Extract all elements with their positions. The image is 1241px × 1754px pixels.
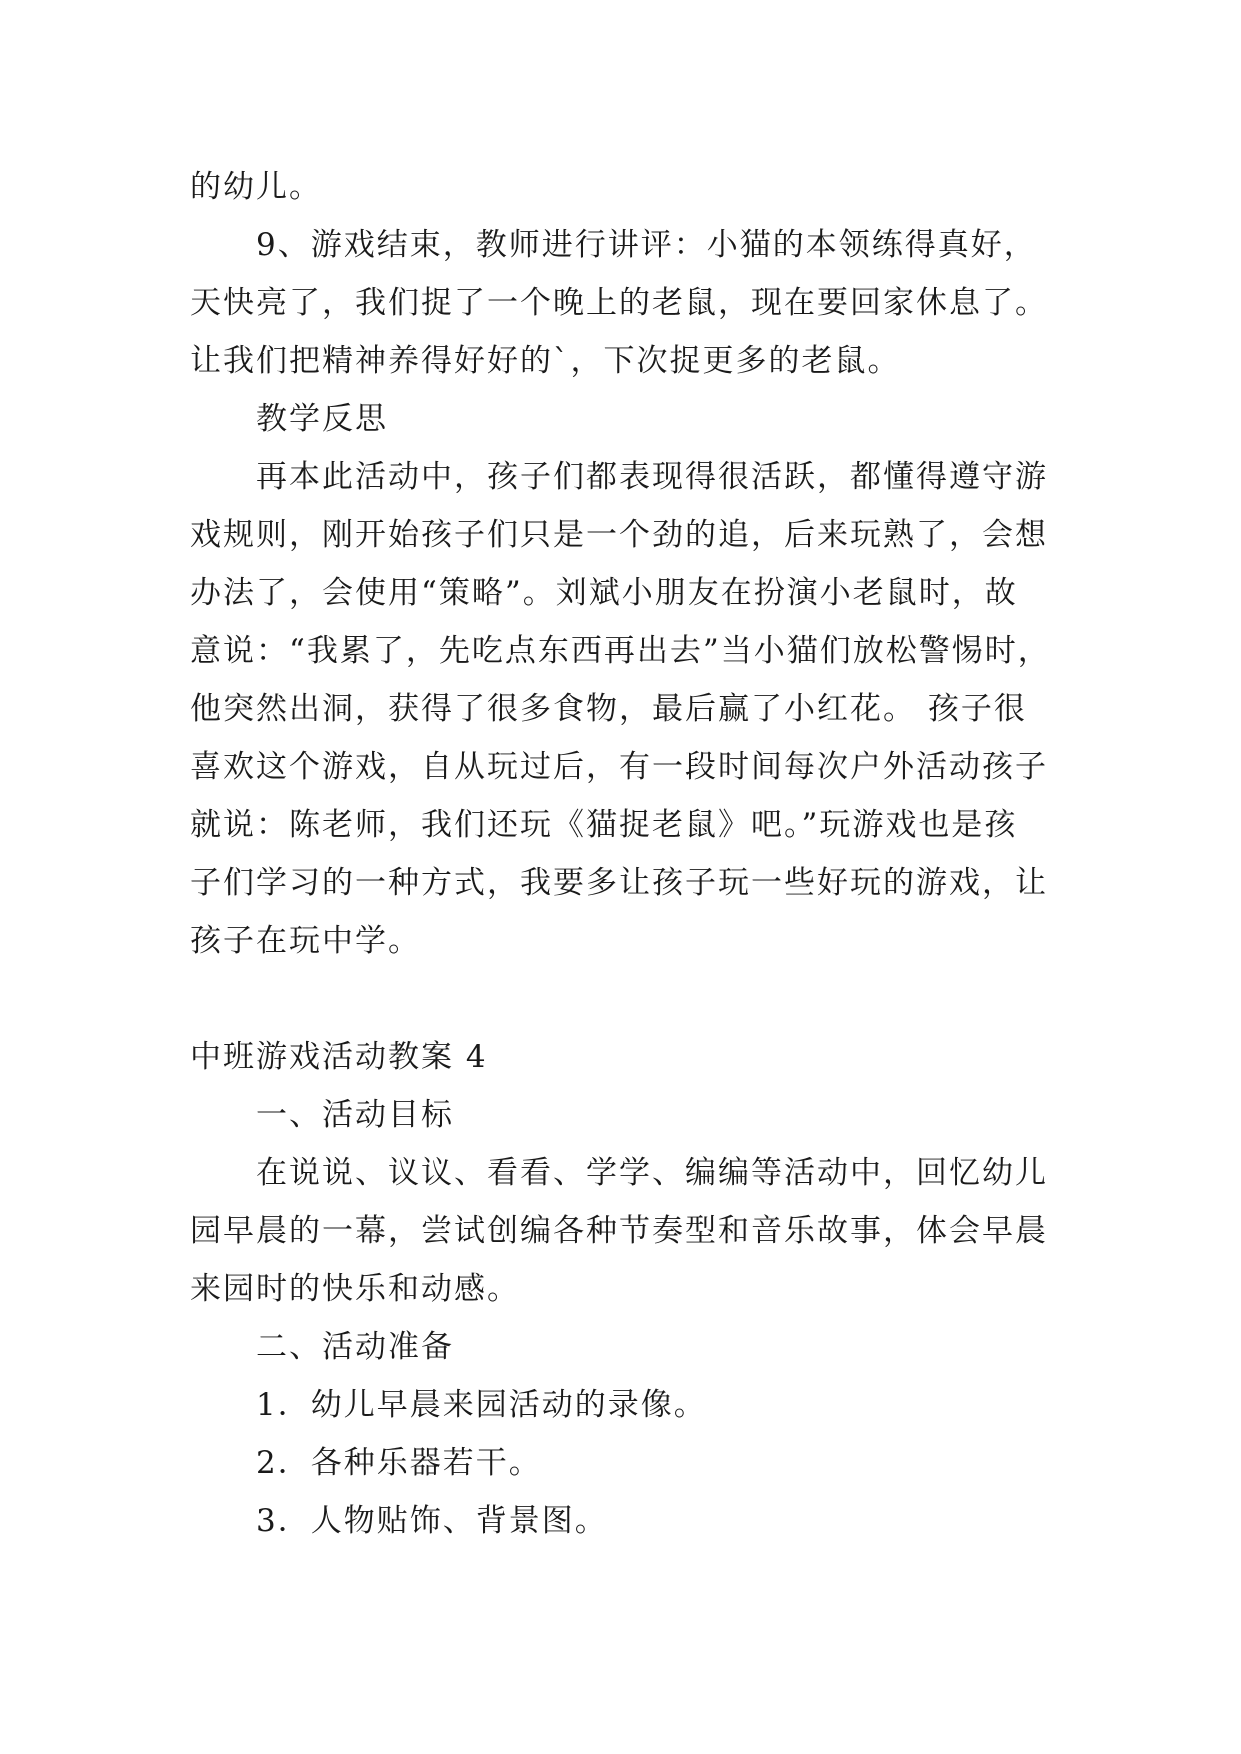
text-line: 在说说、议议、看看、学学、编编等活动中，回忆幼儿: [256, 1155, 1048, 1191]
section-heading: 二、活动准备: [256, 1329, 454, 1365]
list-item: 1．幼儿早晨来园活动的录像。: [256, 1387, 707, 1423]
text-line: 来园时的快乐和动感。: [190, 1271, 520, 1307]
list-item: 3．人物贴饰、背景图。: [256, 1503, 608, 1539]
text-line: 子们学习的一种方式，我要多让孩子玩一些好玩的游戏，让: [190, 865, 1048, 901]
text-line: 让我们把精神养得好好的`，下次捉更多的老鼠。: [190, 343, 901, 379]
text-line: 再本此活动中，孩子们都表现得很活跃，都懂得遵守游: [256, 459, 1048, 495]
text-line: 办法了，会使用“策略”。刘斌小朋友在扮演小老鼠时，故: [190, 575, 1018, 611]
text-line: 孩子在玩中学。: [190, 923, 421, 959]
text-line: 天快亮了，我们捉了一个晚上的老鼠，现在要回家休息了。: [190, 285, 1048, 321]
text-line: 戏规则，刚开始孩子们只是一个劲的追，后来玩熟了，会想: [190, 517, 1048, 553]
text-line: 他突然出洞，获得了很多食物，最后赢了小红花。 孩子很: [190, 691, 1027, 727]
text-line: 园早晨的一幕，尝试创编各种节奏型和音乐故事，体会早晨: [190, 1213, 1048, 1249]
text-line: 9、游戏结束，教师进行讲评：小猫的本领练得真好，: [256, 227, 1037, 263]
text-line: 就说：陈老师，我们还玩《猫捉老鼠》吧。”玩游戏也是孩: [190, 807, 1018, 843]
text-line: 意说：“我累了，先吃点东西再出去”当小猫们放松警惕时，: [190, 633, 1051, 669]
text-line: 喜欢这个游戏，自从玩过后，有一段时间每次户外活动孩子: [190, 749, 1048, 785]
section-heading: 教学反思: [256, 401, 388, 437]
paragraph-gap: [190, 970, 1060, 1028]
text-line: 的幼儿。: [190, 169, 322, 205]
document-title: 中班游戏活动教案 4: [190, 1039, 488, 1075]
list-item: 2．各种乐器若干。: [256, 1445, 542, 1481]
section-heading: 一、活动目标: [256, 1097, 454, 1133]
document-body: [190, 158, 1060, 1550]
